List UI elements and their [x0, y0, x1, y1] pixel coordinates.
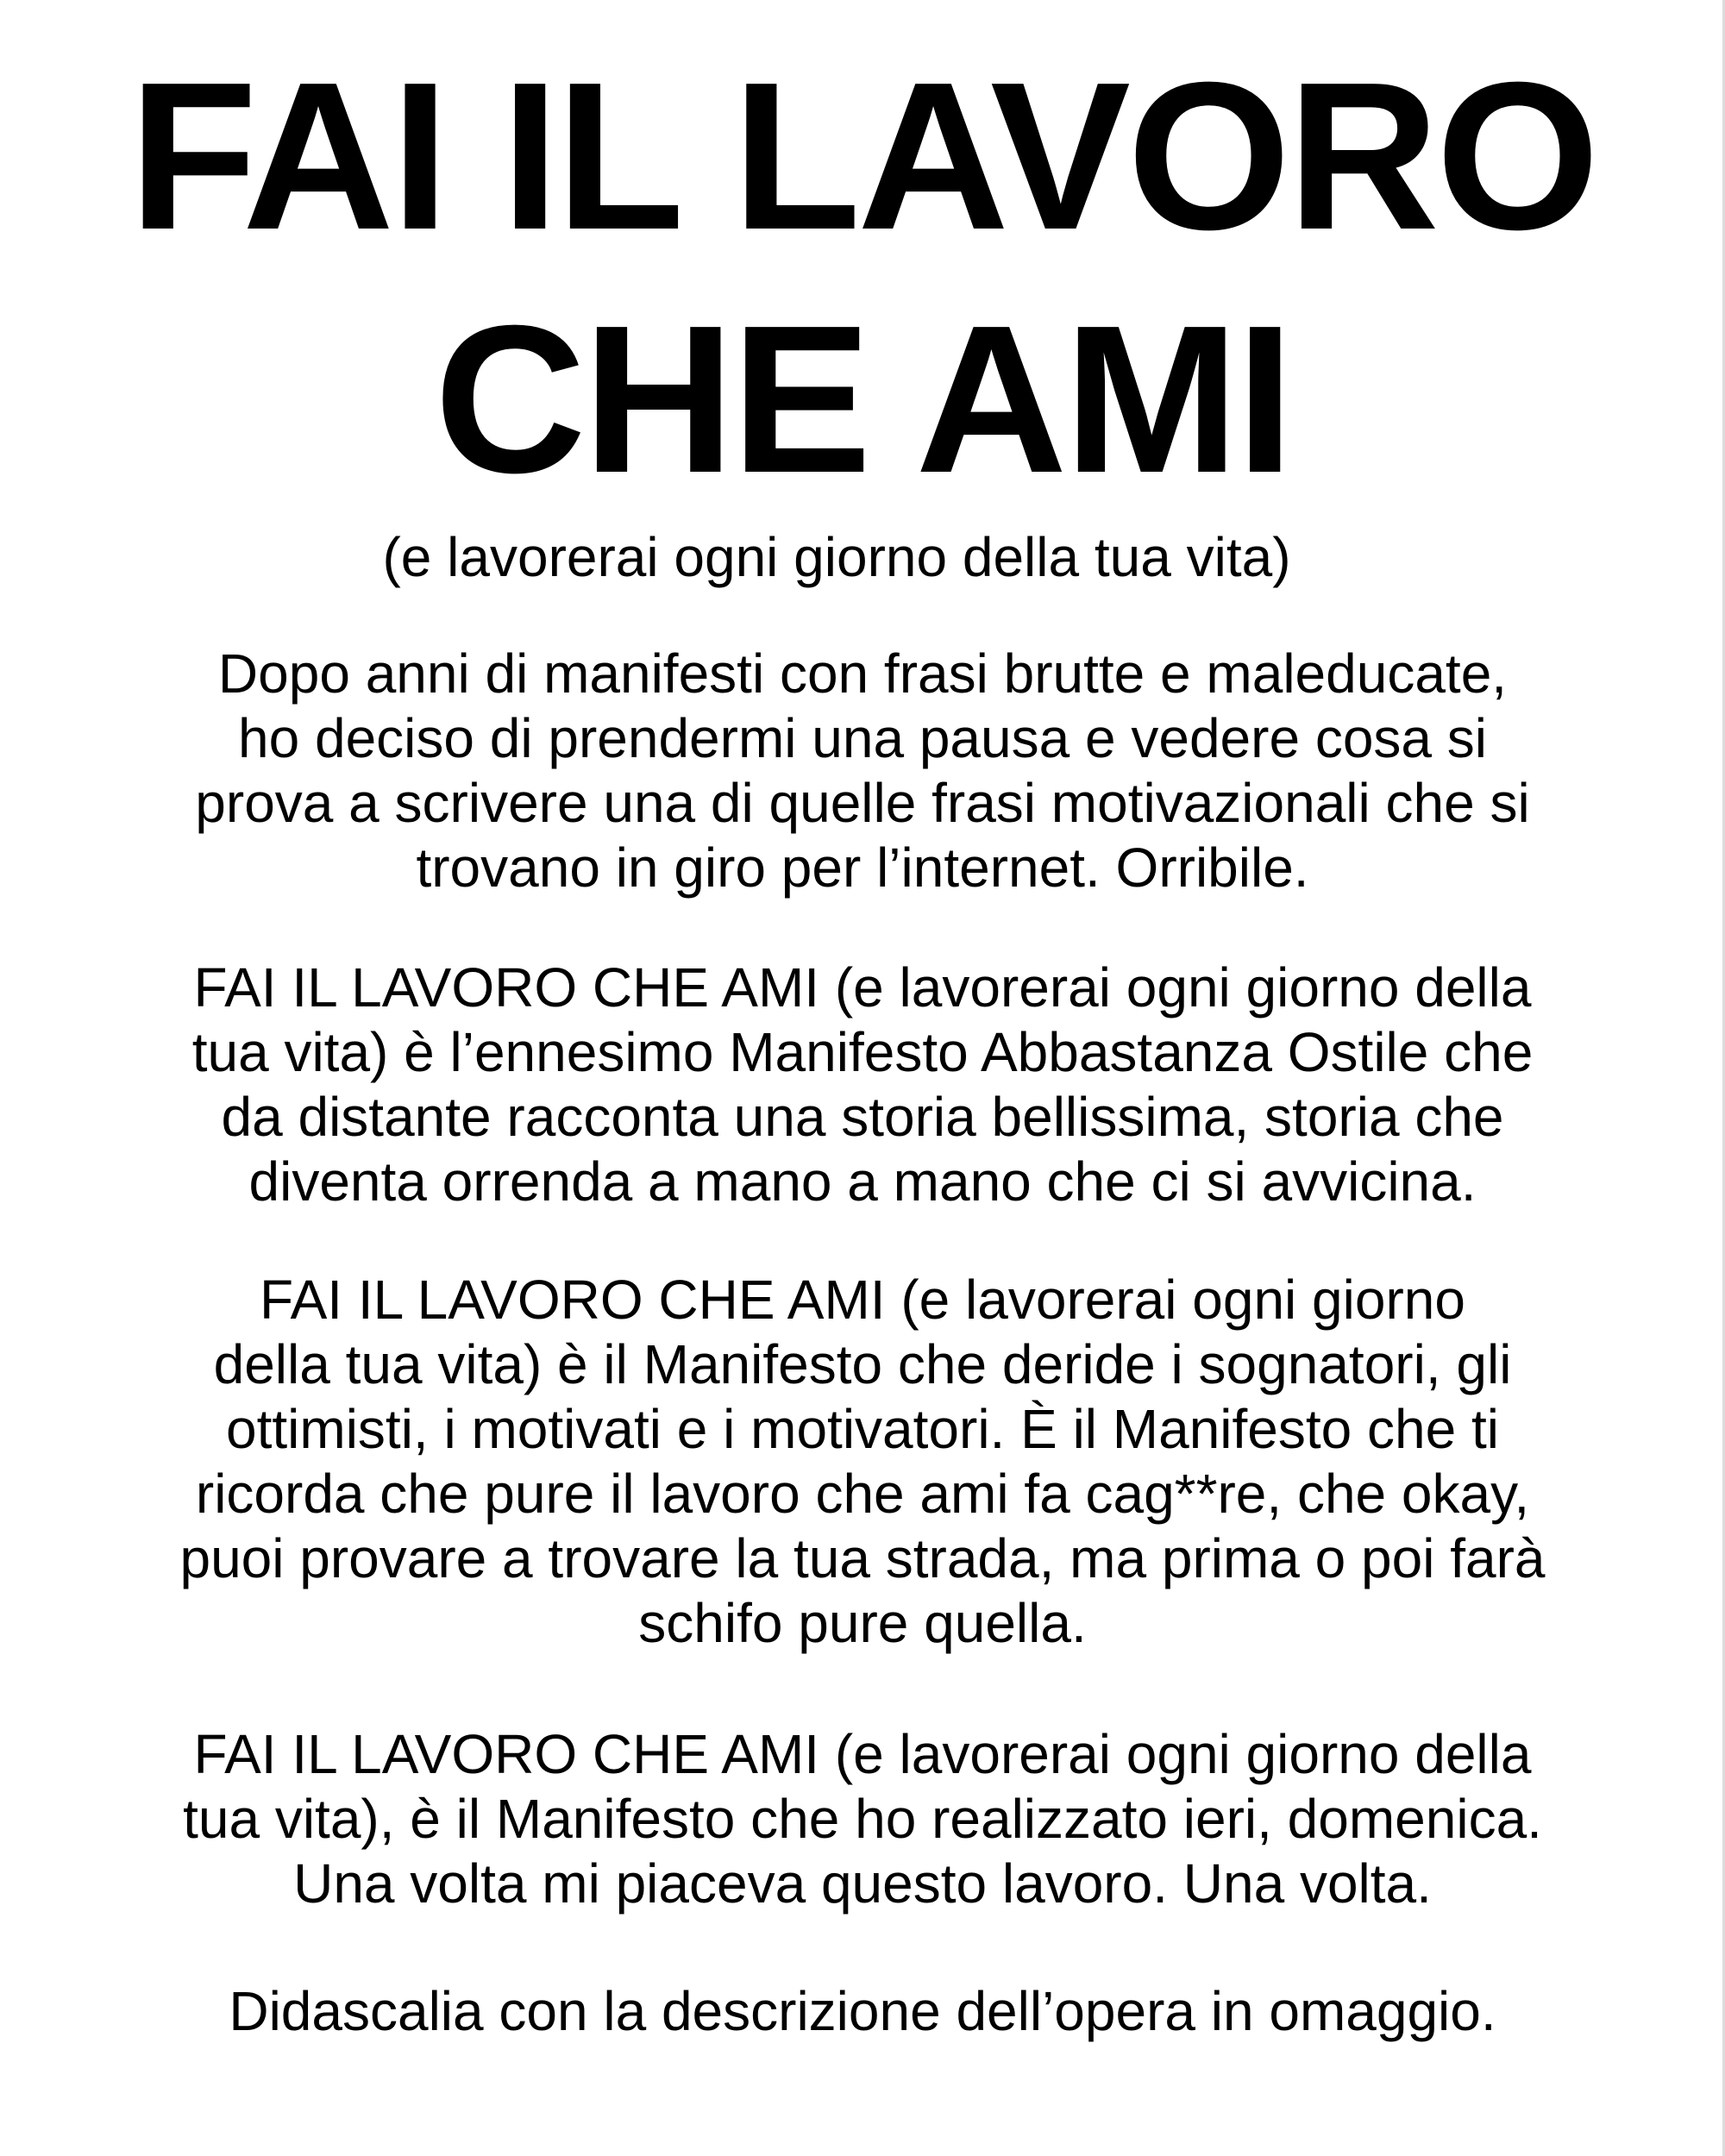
text-line: trovano in giro per l’internet. Orribile.	[416, 837, 1309, 899]
paragraph-2	[0, 956, 1725, 1214]
text-line: ottimisti, i motivati e i motivatori. È il Manifesto che ti	[226, 1398, 1499, 1460]
text-line: Una volta mi piaceva questo lavoro. Una volta.	[293, 1852, 1432, 1915]
text-line: Dopo anni di manifesti con frasi brutte e maleducate,	[217, 642, 1508, 705]
paragraph-4	[0, 1722, 1725, 1916]
title-line-1: FAI IL LAVORO	[129, 38, 1596, 273]
paragraph-intro	[0, 642, 1725, 900]
title-line-2: CHE AMI	[434, 281, 1291, 517]
text-line: della tua vita) è il Manifesto che deride i sognatori, gli	[213, 1333, 1512, 1395]
poster-title	[0, 34, 1725, 521]
text-line: tua vita), è il Manifesto che ho realizzato ieri, domenica.	[183, 1788, 1542, 1850]
text-line: FAI IL LAVORO CHE AMI (e lavorerai ogni giorno della	[193, 1723, 1532, 1785]
text-line: tua vita) è l’ennesimo Manifesto Abbastanza Ostile che	[191, 1021, 1534, 1083]
text-line: Didascalia con la descrizione dell’opera in omaggio.	[229, 1980, 1496, 2042]
paragraph-3	[0, 1268, 1725, 1656]
text-line: ho deciso di prendermi una pausa e vedere cosa si	[238, 707, 1487, 769]
text-line: FAI IL LAVORO CHE AMI (e lavorerai ogni giorno	[260, 1269, 1465, 1331]
text-line: prova a scrivere una di quelle frasi motivazionali che si	[195, 772, 1530, 834]
text-line: diventa orrenda a mano a mano che ci si avvicina.	[248, 1150, 1477, 1213]
text-line: ricorda che pure il lavoro che ami fa cag**re, che okay,	[195, 1463, 1530, 1525]
text-line: FAI IL LAVORO CHE AMI (e lavorerai ogni giorno della	[193, 956, 1532, 1018]
paragraph-caption-note	[0, 1979, 1725, 2044]
text-line: schifo pure quella.	[638, 1592, 1087, 1654]
text-line: da distante racconta una storia bellissima, storia che	[221, 1086, 1504, 1148]
text-line: puoi provare a trovare la tua strada, ma prima o poi farà	[179, 1527, 1546, 1589]
poster-subtitle: (e lavorerai ogni giorno della tua vita)	[382, 526, 1291, 588]
